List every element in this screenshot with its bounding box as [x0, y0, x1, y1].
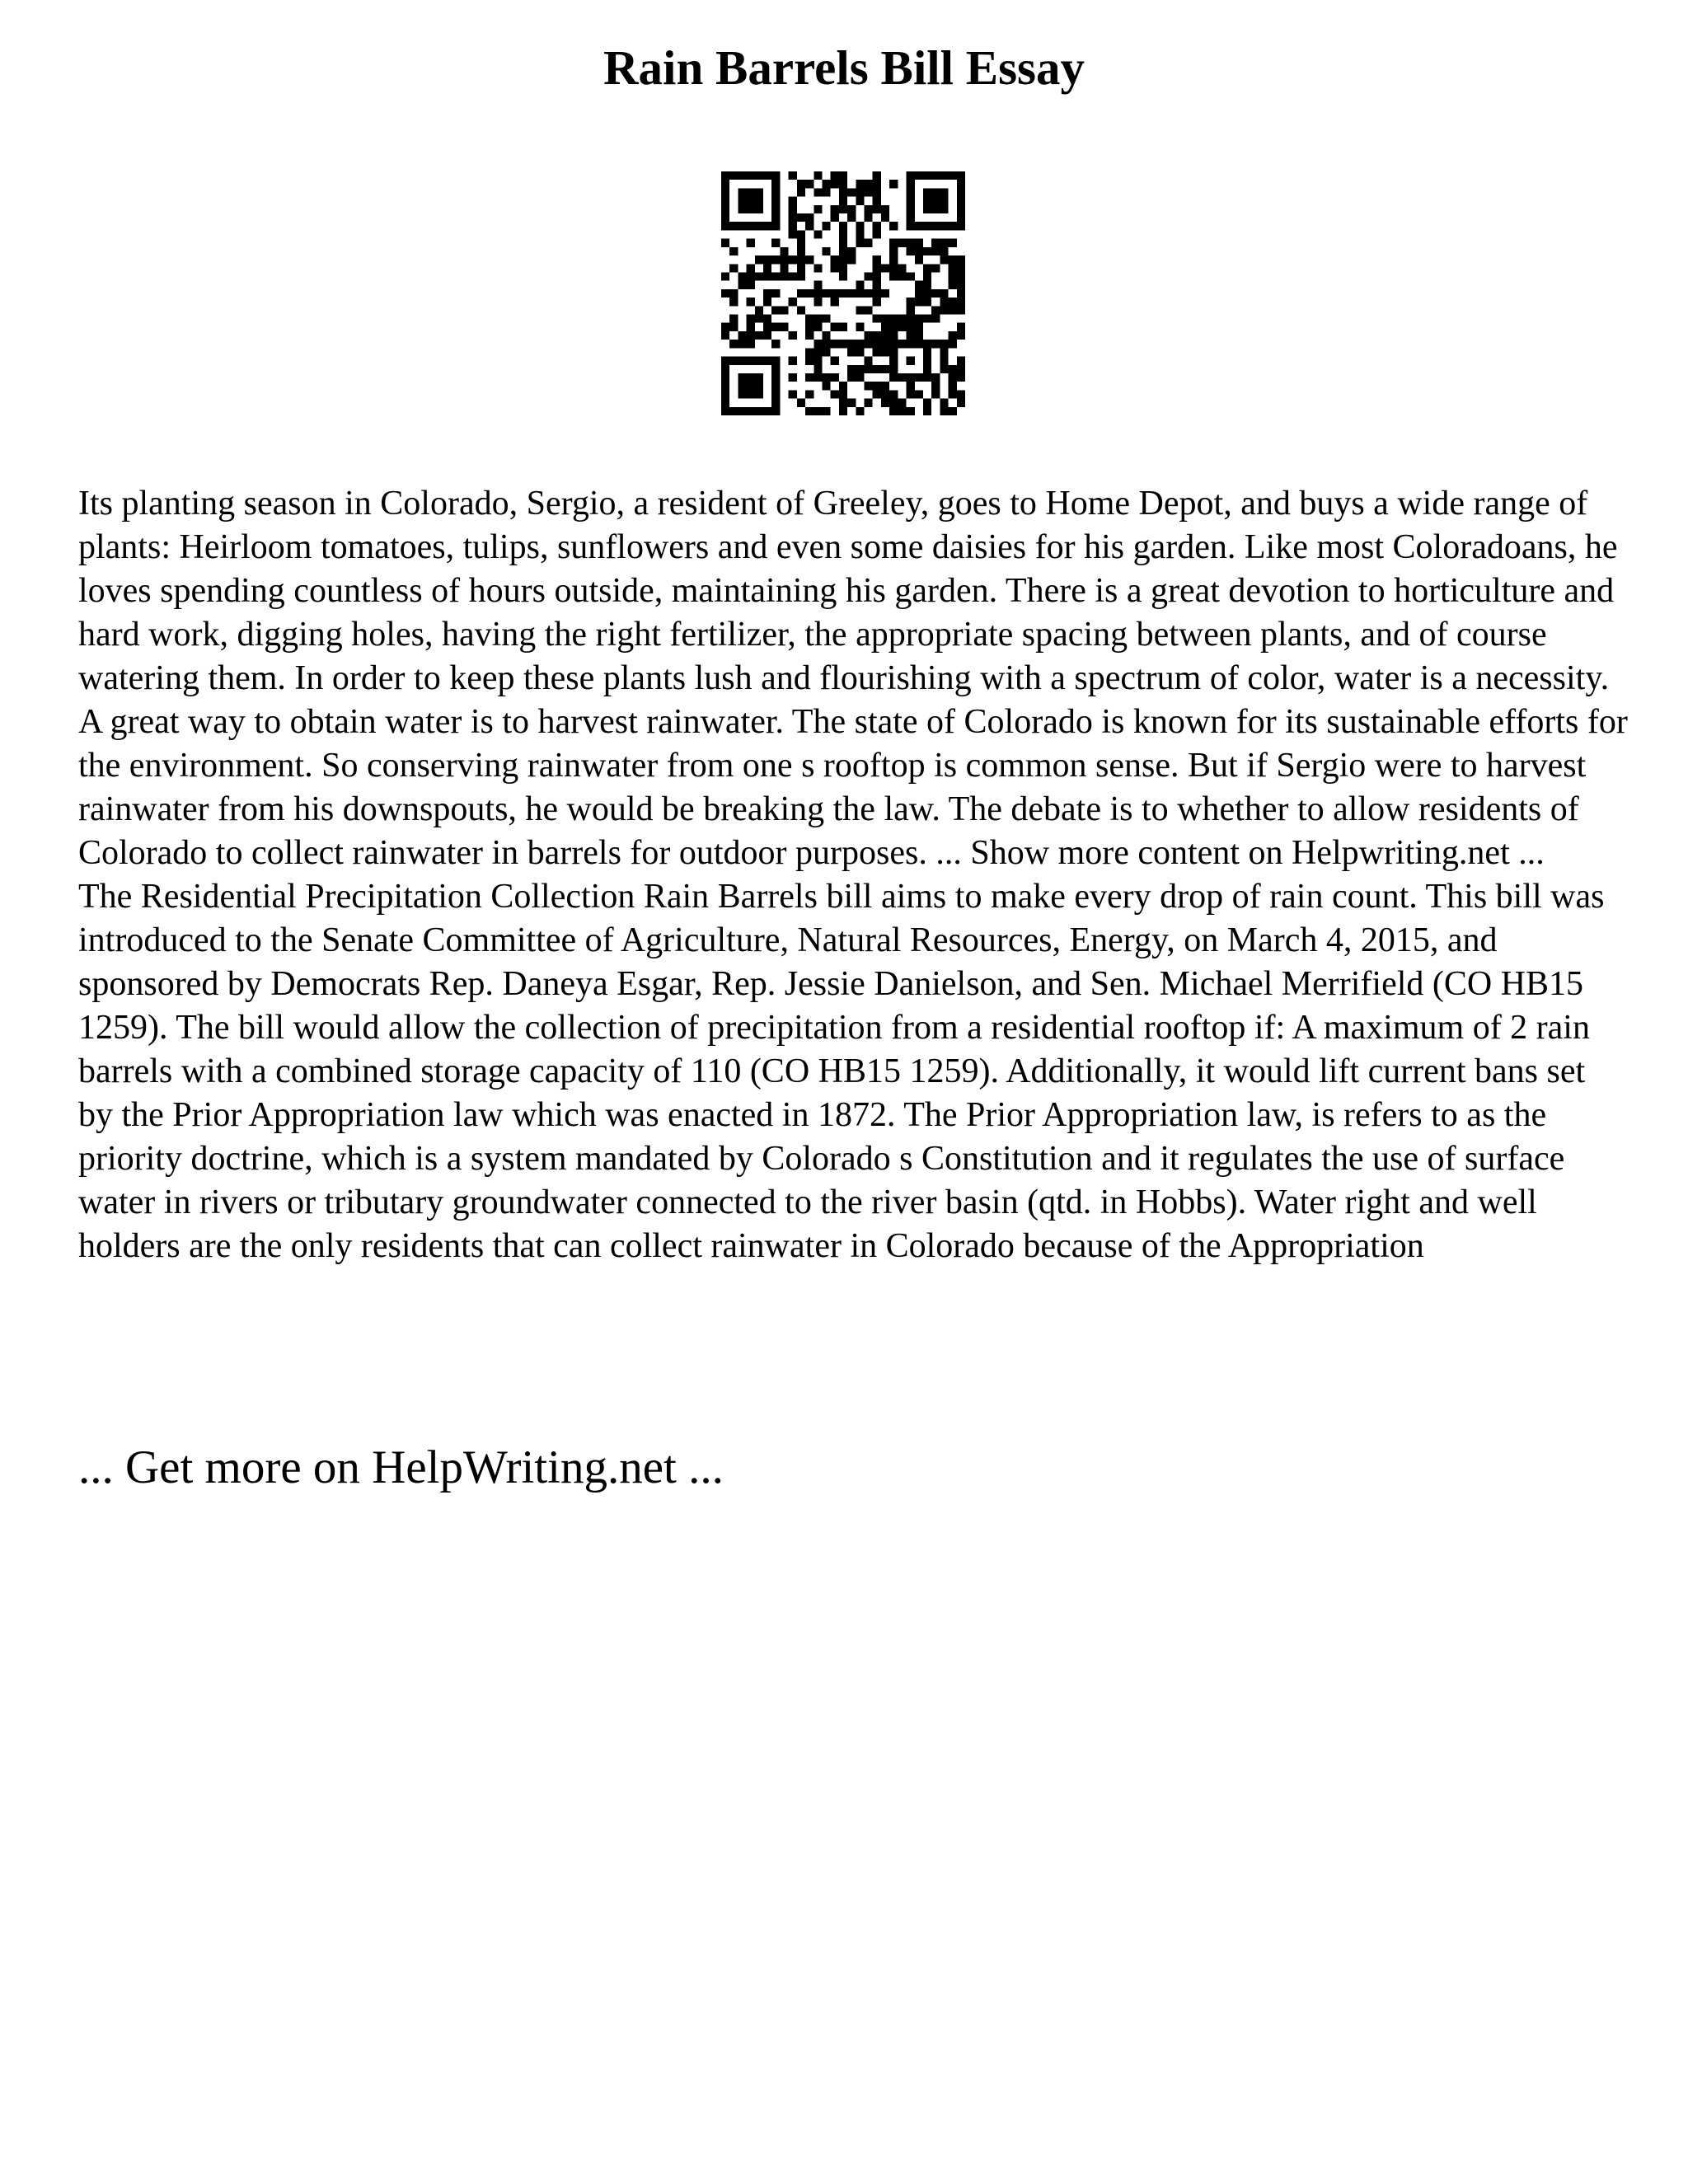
qr-code-graphic — [721, 171, 965, 415]
essay-paragraph-1: Its planting season in Colorado, Sergio, a resident of Greeley, goes to Home Depot, and buys a wide range of plants: Heirloom tomatoes, tulips, sunflowers and even some daisies for his garden. Like most Coloradoans, he loves spending countless of hours outside, maintaining his garden. There is a great devotion to horticulture and hard work, digging holes, having the right fertilizer, the appropriate spacing between plants, and of course watering them. In order to keep these plants lush and flourishing with a spectrum of color, water is a necessity. A great way to obtain water is to harvest rainwater. The state of Colorado is known for its sustainable efforts for the environment. So conserving rainwater from one s rooftop is common sense. But if Sergio were to harvest rainwater from his downspouts, he would be breaking the law. The debate is to whether to allow residents of Colorado to collect rainwater in barrels for outdoor purposes. ... Show more content on Helpwriting.net ... — [78, 485, 1628, 872]
essay-paragraph-2: The Residential Precipitation Collection Rain Barrels bill aims to make every drop of rain count. This bill was introduced to the Senate Committee of Agriculture, Natural Resources, Energy, on March 4, 2015, and sponsored by Democrats Rep. Daneya Esgar, Rep. Jessie Danielson, and Sen. Michael Merrifield (CO HB15 1259). The bill would allow the collection of precipitation from a residential rooftop if: A maximum of 2 rain barrels with a combined storage capacity of 110 (CO HB15 1259). Additionally, it would lift current bans set by the Prior Appropriation law which was enacted in 1872. The Prior Appropriation law, is refers to as the priority doctrine, which is a system mandated by Colorado s Constitution and it regulates the use of surface water in rivers or tributary groundwater connected to the river basin (qtd. in Hobbs). Water right and well holders are the only residents that can collect rainwater in Colorado because of the Appropriation — [78, 878, 1605, 1265]
qr-code-icon — [721, 171, 965, 415]
essay-body — [78, 482, 1628, 1268]
page-title: Rain Barrels Bill Essay — [603, 40, 1085, 95]
get-more-link[interactable]: ... Get more on HelpWriting.net ... — [78, 1441, 724, 1493]
